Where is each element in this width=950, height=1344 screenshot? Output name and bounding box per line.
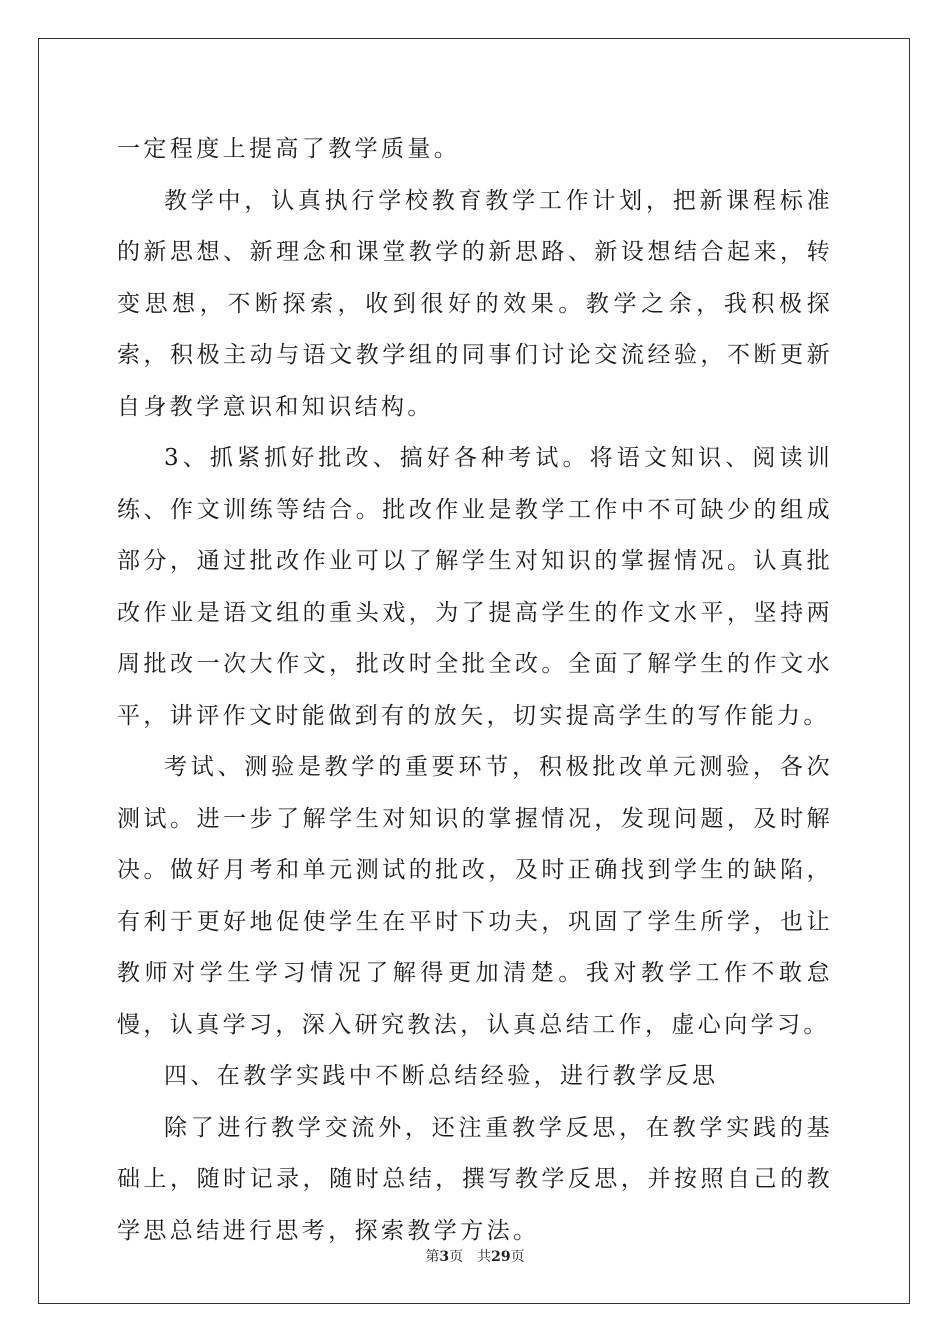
total-unit: 页 [510, 1249, 525, 1265]
total-prefix: 共 [477, 1249, 492, 1265]
page-unit: 页 [449, 1249, 464, 1265]
paragraph-2: 教学中，认真执行学校教育教学工作计划，把新课程标准的新思想、新理念和课堂教学的新思路、新设想结合起来，转变思想，不断探索，收到很好的效果。教学之余，我积极探索，积极主动与语文教学组的同事们讨论交流经验，不断更新自身教学意识和知识结构。 [117, 187, 833, 420]
section-heading: 四、在教学实践中不断总结经验，进行教学反思 [164, 1063, 719, 1089]
page-prefix: 第 [425, 1249, 440, 1265]
document-body [117, 124, 833, 1257]
page-number: 3 [439, 1249, 450, 1265]
total-pages: 29 [491, 1249, 511, 1265]
paragraph-1: 一定程度上提高了教学质量。 [117, 136, 461, 162]
paragraph-3: 3、抓紧抓好批改、搞好各种考试。将语文知识、阅读训练、作文训练等结合。批改作业是教学工作中不可缺少的组成部分，通过批改作业可以了解学生对知识的掌握情况。认真批改作业是语文组的重头戏，为了提高学生的作文水平，坚持两周批改一次大作文，批改时全批全改。全面了解学生的作文水平，讲评作文时能做到有的放矢，切实提高学生的写作能力。 [117, 445, 833, 729]
page-footer [0, 1246, 950, 1266]
paragraph-6: 除了进行教学交流外，还注重教学反思，在教学实践的基础上，随时记录，随时总结，撰写教学反思，并按照自己的教学思总结进行思考，探索教学方法。 [117, 1114, 833, 1244]
paragraph-4: 考试、测验是教学的重要环节，积极批改单元测验，各次测试。进一步了解学生对知识的掌握情况，发现问题，及时解决。做好月考和单元测试的批改，及时正确找到学生的缺陷，有利于更好地促使学生在平时下功夫，巩固了学生所学，也让教师对学生学习情况了解得更加清楚。我对教学工作不敢怠慢，认真学习，深入研究教法，认真总结工作，虚心向学习。 [117, 754, 833, 1038]
